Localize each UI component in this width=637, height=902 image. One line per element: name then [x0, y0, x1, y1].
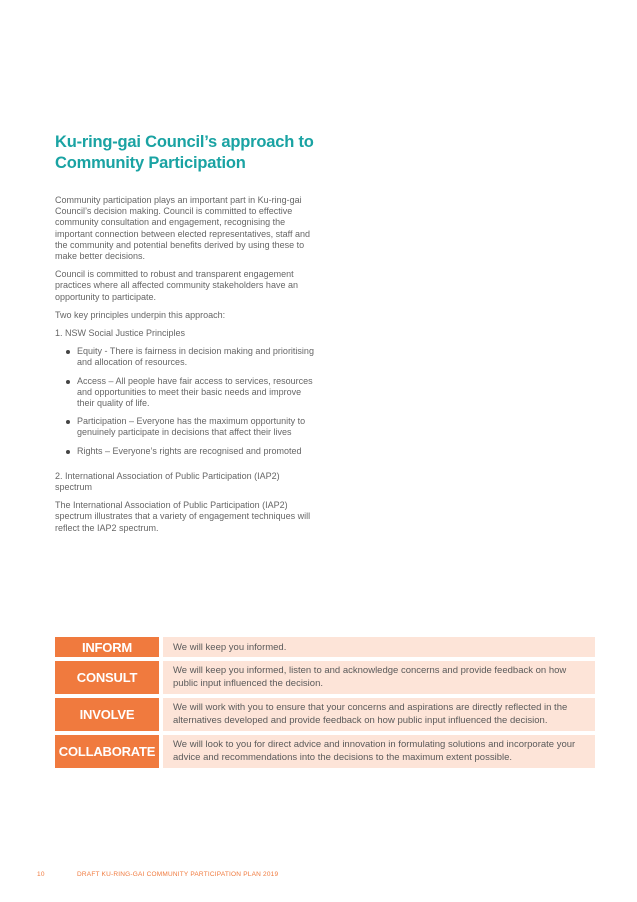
page-number: 10 [37, 871, 45, 878]
body-text [55, 195, 317, 541]
page-footer [37, 871, 278, 878]
principle-1-title: 1. NSW Social Justice Principles [55, 328, 186, 339]
spectrum-description: We will keep you informed, listen to and acknowledge concerns and provide feedback on how public input influenced the decision. [163, 661, 595, 694]
spectrum-description: We will work with you to ensure that your concerns and aspirations are directly reflected in the alternatives developed and provide feedback on how public input influenced the decision. [163, 698, 595, 731]
bullet-participation: Participation – Everyone has the maximum opportunity to genuinely participate in decisions that affect their lives [55, 416, 317, 438]
spectrum-label: INVOLVE [55, 698, 159, 731]
footer-title: DRAFT KU-RING-GAI COMMUNITY PARTICIPATION PLAN 2019 [77, 871, 279, 878]
principle-1-list [55, 346, 317, 457]
commitment-paragraph: Council is committed to robust and transparent engagement practices where all affected community stakeholders have an opportunity to participate. [55, 269, 298, 302]
spectrum-row-involve [55, 698, 595, 731]
spectrum-row-collaborate [55, 735, 595, 768]
spectrum-description: We will keep you informed. [163, 637, 595, 657]
spectrum-label: CONSULT [55, 661, 159, 694]
bullet-equity: Equity - There is fairness in decision making and prioritising and allocation of resources. [55, 346, 317, 368]
spectrum-description: We will look to you for direct advice and innovation in formulating solutions and incorporate your advice and recommendations into the decisions to the maximum extent possible. [163, 735, 595, 768]
spectrum-label: COLLABORATE [55, 735, 159, 768]
spectrum-label: INFORM [55, 637, 159, 657]
bullet-access: Access – All people have fair access to services, resources and opportunities to meet their basic needs and improve their quality of life. [55, 376, 317, 410]
intro-paragraph: Community participation plays an important part in Ku-ring-gai Council’s decision making. Council is committed to effective community consultation and engagement, recognising the important connection between elected representatives, staff and the community and potential benefits derived by using these to make better decisions. [55, 195, 310, 262]
principles-intro: Two key principles underpin this approach: [55, 309, 226, 320]
iap2-spectrum-table [55, 637, 595, 772]
principle-2-text: The International Association of Public Participation (IAP2) spectrum illustrates that a variety of engagement techniques will reflect the IAP2 spectrum. [55, 500, 311, 533]
bullet-rights: Rights – Everyone’s rights are recognised and promoted [55, 446, 317, 457]
principle-2-title: 2. International Association of Public Participation (IAP2) spectrum [55, 470, 280, 493]
spectrum-row-inform [55, 637, 595, 657]
spectrum-row-consult [55, 661, 595, 694]
page-heading: Ku-ring-gai Council’s approach to Community Participation [55, 133, 314, 172]
